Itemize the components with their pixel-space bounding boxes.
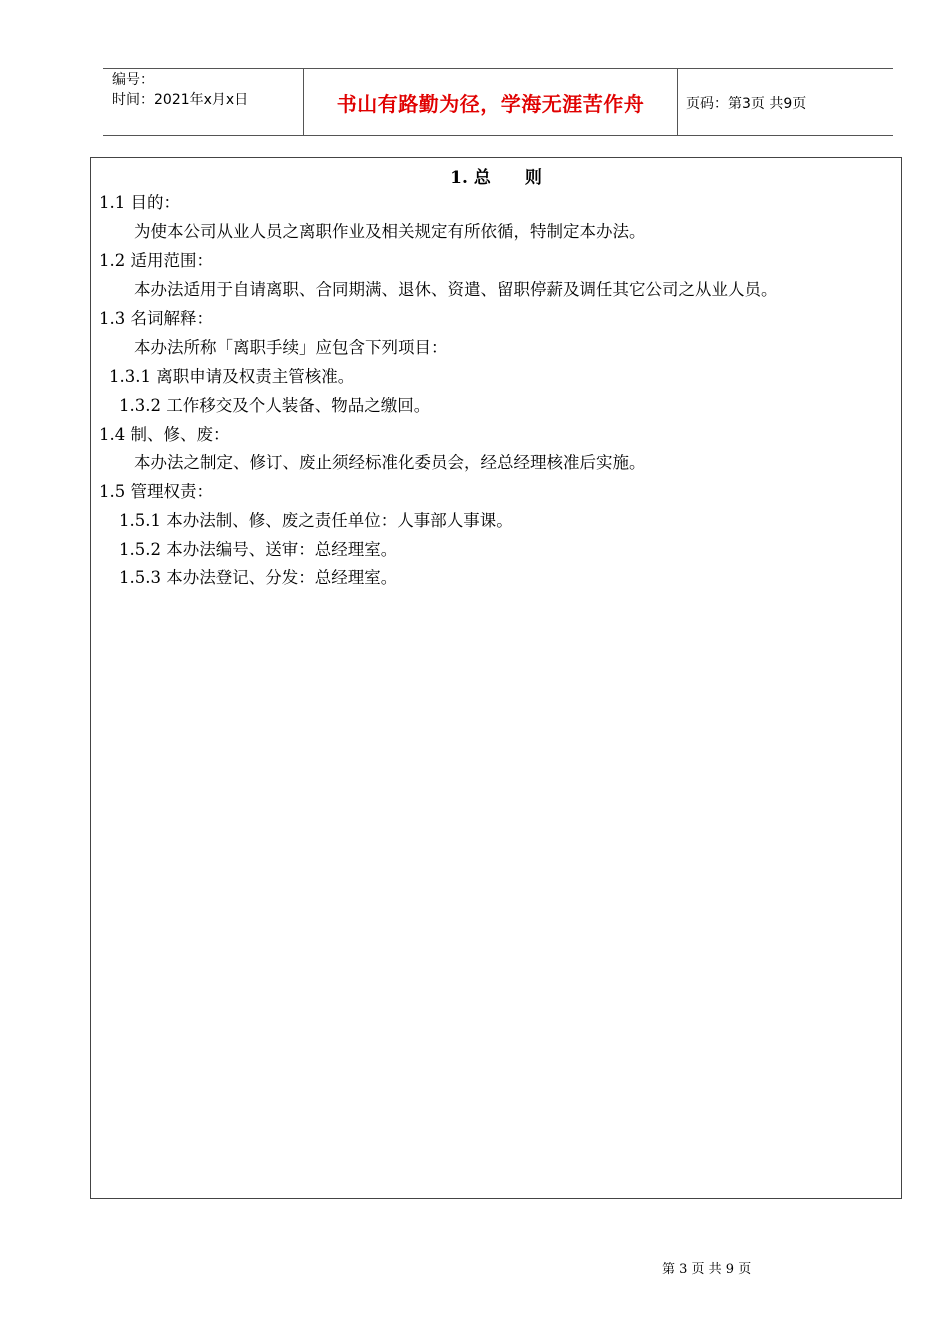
header-bottom-rule (103, 135, 893, 136)
paragraph-1-3: 本办法所称「离职手续」应包含下列项目： (134, 338, 448, 357)
section-heading-1-4: 1.4 制、修、废： (99, 425, 230, 444)
section-heading-1-3: 1.3 名词解释： (99, 309, 213, 328)
list-item-1-5-3: 1.5.3 本办法登记、分发：总经理室。 (119, 568, 398, 587)
header-page-code: 页码：第3页 共9页 (686, 96, 807, 112)
list-item-1-3-1: 1.3.1 离职申请及权责主管核准。 (109, 367, 355, 386)
list-item-1-5-1: 1.5.1 本办法制、修、废之责任单位：人事部人事课。 (119, 511, 513, 530)
page-footer: 第 3 页 共 9 页 (662, 1262, 752, 1277)
paragraph-1-2: 本办法适用于自请离职、合同期满、退休、资遣、留职停薪及调任其它公司之从业人员。 (134, 280, 778, 299)
header-top-rule (103, 68, 893, 69)
section-heading-1-2: 1.2 适用范围： (99, 251, 213, 270)
list-item-1-3-2: 1.3.2 工作移交及个人装备、物品之缴回。 (119, 396, 431, 415)
number-label: 编号： (112, 72, 154, 88)
header-motto: 书山有路勤为径，学海无涯苦作舟 (336, 92, 645, 116)
section-heading-1-1: 1.1 目的： (99, 193, 180, 212)
list-item-1-5-2: 1.5.2 本办法编号、送审：总经理室。 (119, 540, 398, 559)
section-heading-1-5: 1.5 管理权责： (99, 482, 213, 501)
header-divider-right (677, 68, 678, 135)
paragraph-1-1: 为使本公司从业人员之离职作业及相关规定有所依循，特制定本办法。 (134, 222, 646, 241)
paragraph-1-4: 本办法之制定、修订、废止须经标准化委员会，经总经理核准后实施。 (134, 453, 646, 472)
time-label: 时间：2021年x月x日 (112, 92, 249, 108)
header-meta (112, 70, 248, 110)
section-title: 1. 总 则 (450, 168, 542, 188)
